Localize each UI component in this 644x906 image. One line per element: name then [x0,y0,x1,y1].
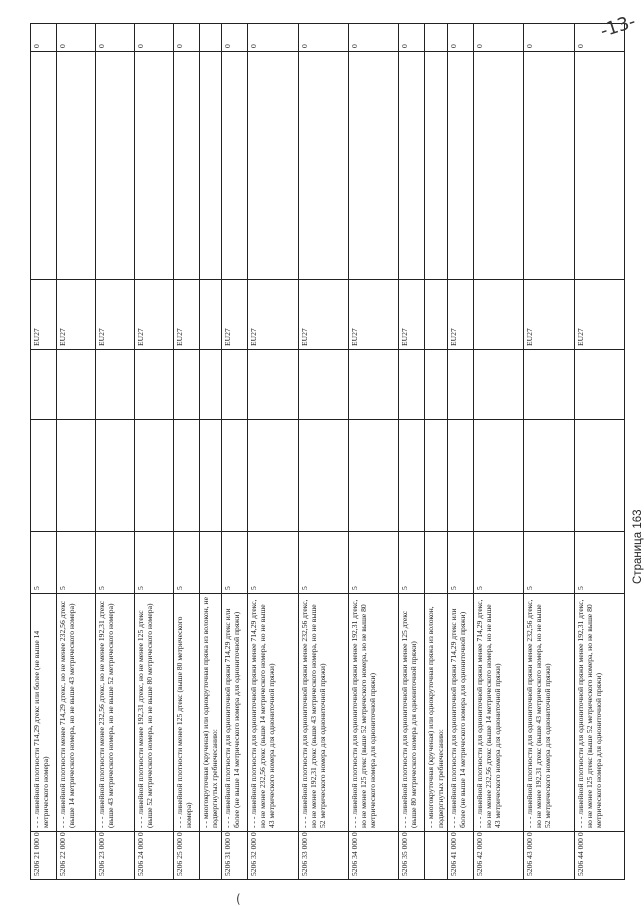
description-cell: - - - линейной плотности менее 125 дтекс (выше 80 метрического номера) [173,594,199,832]
hs-code-cell: 5206 33 000 0 [298,832,348,880]
duty-rate-cell: 5 [96,532,135,594]
table-row [31,24,57,880]
description-cell: - - - линейной плотности 714,29 дтекс или более (не выше 14 метрического номера) [31,594,57,832]
source-cell: EU27 [248,280,298,350]
preference-cell: 0 [574,24,624,52]
empty-cell [248,350,298,420]
hs-code-cell: 5206 24 000 0 [134,832,173,880]
hs-code-cell: 5206 21 000 0 [31,832,57,880]
tariff-rows [31,24,625,880]
duty-rate-cell: 5 [248,532,298,594]
empty-cell [298,52,348,280]
table-row [399,24,425,880]
description-cell: - - - линейной плотности для однониточной пряжи менее 714,29 дтекс, но не менее 232,56 дтекс (выше 14 метрического номера, но не выше 43 метрического номера для однониточной пряжи) [473,594,523,832]
hs-code-cell [425,832,447,880]
preference-cell: 0 [298,24,348,52]
preference-cell: 0 [473,24,523,52]
preference-cell: 0 [173,24,199,52]
table-row [96,24,135,880]
empty-cell [96,52,135,280]
table-row [574,24,624,880]
table-row [134,24,173,880]
preference-cell: 0 [31,24,57,52]
hs-code-cell: 5206 42 000 0 [473,832,523,880]
description-cell: - - - линейной плотности для однониточной пряжи менее 125 дтекс (выше 80 метрического номера для однониточной пряжи) [399,594,425,832]
hs-code-cell [199,832,221,880]
hs-code-cell: 5206 22 000 0 [57,832,96,880]
empty-cell [222,350,248,420]
duty-rate-cell: 5 [447,532,473,594]
source-cell [425,280,447,350]
source-cell: EU27 [399,280,425,350]
source-cell: EU27 [447,280,473,350]
preference-cell: 0 [96,24,135,52]
empty-cell [524,52,574,280]
hs-code-cell: 5206 43 000 0 [524,832,574,880]
preference-cell: 0 [447,24,473,52]
description-cell: - - - линейной плотности для однониточной пряжи менее 192,31 дтекс, но не менее 125 дтекс (выше 52 метрического номера, но не выше 80 метрического номера для однониточной пряжи) [574,594,624,832]
description-cell: - - многокруточная (крученая) или однокруточная пряжа из волокон, подвергнутых гребнечесанию: [425,594,447,832]
table-row [173,24,199,880]
preference-cell: 0 [57,24,96,52]
empty-cell [96,420,135,532]
empty-cell [348,350,398,420]
preference-cell [425,24,447,52]
duty-rate-cell: 5 [31,532,57,594]
source-cell: EU27 [222,280,248,350]
empty-cell [173,350,199,420]
empty-cell [173,52,199,280]
empty-cell [425,52,447,280]
empty-cell [248,52,298,280]
empty-cell [574,350,624,420]
description-cell: - - - линейной плотности для однониточной пряжи 714,29 дтекс или более (не выше 14 метрического номера для однониточной пряжи) [222,594,248,832]
empty-cell [31,52,57,280]
duty-rate-cell: 5 [57,532,96,594]
description-cell: - - - линейной плотности для однониточной пряжи 714,29 дтекс или более (не выше 14 метрического номера для однониточной пряжи) [447,594,473,832]
source-cell: EU27 [574,280,624,350]
empty-cell [57,420,96,532]
empty-cell [199,420,221,532]
preference-cell: 0 [524,24,574,52]
preference-cell: 0 [399,24,425,52]
table-row [57,24,96,880]
empty-cell [425,350,447,420]
hs-code-cell: 5206 34 000 0 [348,832,398,880]
duty-rate-cell: 5 [222,532,248,594]
table-row [447,24,473,880]
description-cell: - - - линейной плотности менее 192,31 дтекс, но не менее 125 дтекс (выше 52 метрического номера, но не выше 80 метрического номера) [134,594,173,832]
empty-cell [134,420,173,532]
description-cell: - - - линейной плотности для однониточной пряжи менее 232,56 дтекс, но не менее 192,31 дтекс (выше 43 метрического номера, но не выше 52 метрического номера для однониточной пряжи) [298,594,348,832]
empty-cell [298,350,348,420]
preference-cell: 0 [248,24,298,52]
empty-cell [524,350,574,420]
duty-rate-cell [199,532,221,594]
empty-cell [447,420,473,532]
source-cell: EU27 [31,280,57,350]
empty-cell [447,350,473,420]
empty-cell [96,350,135,420]
preference-cell [199,24,221,52]
empty-cell [447,52,473,280]
source-cell: EU27 [57,280,96,350]
empty-cell [574,420,624,532]
empty-cell [348,52,398,280]
table-row [473,24,523,880]
preference-cell: 0 [134,24,173,52]
hs-code-cell: 5206 44 000 0 [574,832,624,880]
duty-rate-cell: 5 [134,532,173,594]
source-cell: EU27 [134,280,173,350]
table-row [298,24,348,880]
description-cell: - - многокруточная (крученая) или однокруточная пряжа из волокон, не подвергнутых гребнечесанию: [199,594,221,832]
description-cell: - - - линейной плотности для однониточной пряжи менее 232,56 дтекс, но не менее 192,31 дтекс (выше 43 метрического номера, но не выше 52 метрического номера для однониточной пряжи) [524,594,574,832]
empty-cell [524,420,574,532]
empty-cell [348,420,398,532]
empty-cell [399,350,425,420]
empty-cell [425,420,447,532]
source-cell: EU27 [96,280,135,350]
empty-cell [298,420,348,532]
table-row [199,24,221,880]
empty-cell [134,350,173,420]
hs-code-cell: 5206 25 000 0 [173,832,199,880]
empty-cell [173,420,199,532]
hs-code-cell: 5206 31 000 0 [222,832,248,880]
source-cell: EU27 [298,280,348,350]
source-cell [199,280,221,350]
duty-rate-cell: 5 [524,532,574,594]
duty-rate-cell: 5 [298,532,348,594]
empty-cell [199,350,221,420]
hs-code-cell: 5206 41 000 0 [447,832,473,880]
hs-code-cell: 5206 23 000 0 [96,832,135,880]
duty-rate-cell: 5 [574,532,624,594]
duty-rate-cell: 5 [473,532,523,594]
source-cell: EU27 [173,280,199,350]
description-cell: - - - линейной плотности менее 714,29 дтекс, но не менее 232,56 дтекс (выше 14 метрического номера, но не выше 43 метрического номера) [57,594,96,832]
empty-cell [31,350,57,420]
empty-cell [57,52,96,280]
empty-cell [31,420,57,532]
empty-cell [222,420,248,532]
empty-cell [574,52,624,280]
description-cell: - - - линейной плотности для однониточной пряжи менее 714,29 дтекс, но не менее 232,56 дтекс (выше 14 метрического номера, но не выше 43 метрического номера для однониточной пряжи) [248,594,298,832]
empty-cell [473,350,523,420]
empty-cell [399,420,425,532]
handwritten-mark: -13- [597,10,639,43]
empty-cell [199,52,221,280]
table-row [222,24,248,880]
empty-cell [57,350,96,420]
empty-cell [473,52,523,280]
source-cell: EU27 [524,280,574,350]
description-cell: - - - линейной плотности менее 232,56 дтекс, но не менее 192,31 дтекс (выше 43 метрического номера, но не выше 52 метрического номера) [96,594,135,832]
source-cell: EU27 [348,280,398,350]
page-number: Страница 163 [632,509,644,584]
empty-cell [134,52,173,280]
description-cell: - - - линейной плотности для однониточной пряжи менее 192,31 дтекс, но не менее 125 дтекс (выше 52 метрического номера, но не выше 80 метрического номера для однониточной пряжи) [348,594,398,832]
empty-cell [248,420,298,532]
duty-rate-cell: 5 [399,532,425,594]
preference-cell: 0 [348,24,398,52]
hs-code-cell: 5206 32 000 0 [248,832,298,880]
empty-cell [222,52,248,280]
tariff-table [30,23,625,880]
duty-rate-cell: 5 [348,532,398,594]
table-row [248,24,298,880]
empty-cell [399,52,425,280]
preference-cell: 0 [222,24,248,52]
table-row [524,24,574,880]
margin-mark: ( [236,892,241,906]
duty-rate-cell [425,532,447,594]
empty-cell [473,420,523,532]
table-row [348,24,398,880]
duty-rate-cell: 5 [173,532,199,594]
table-row [425,24,447,880]
source-cell [473,280,523,350]
hs-code-cell: 5206 35 000 0 [399,832,425,880]
